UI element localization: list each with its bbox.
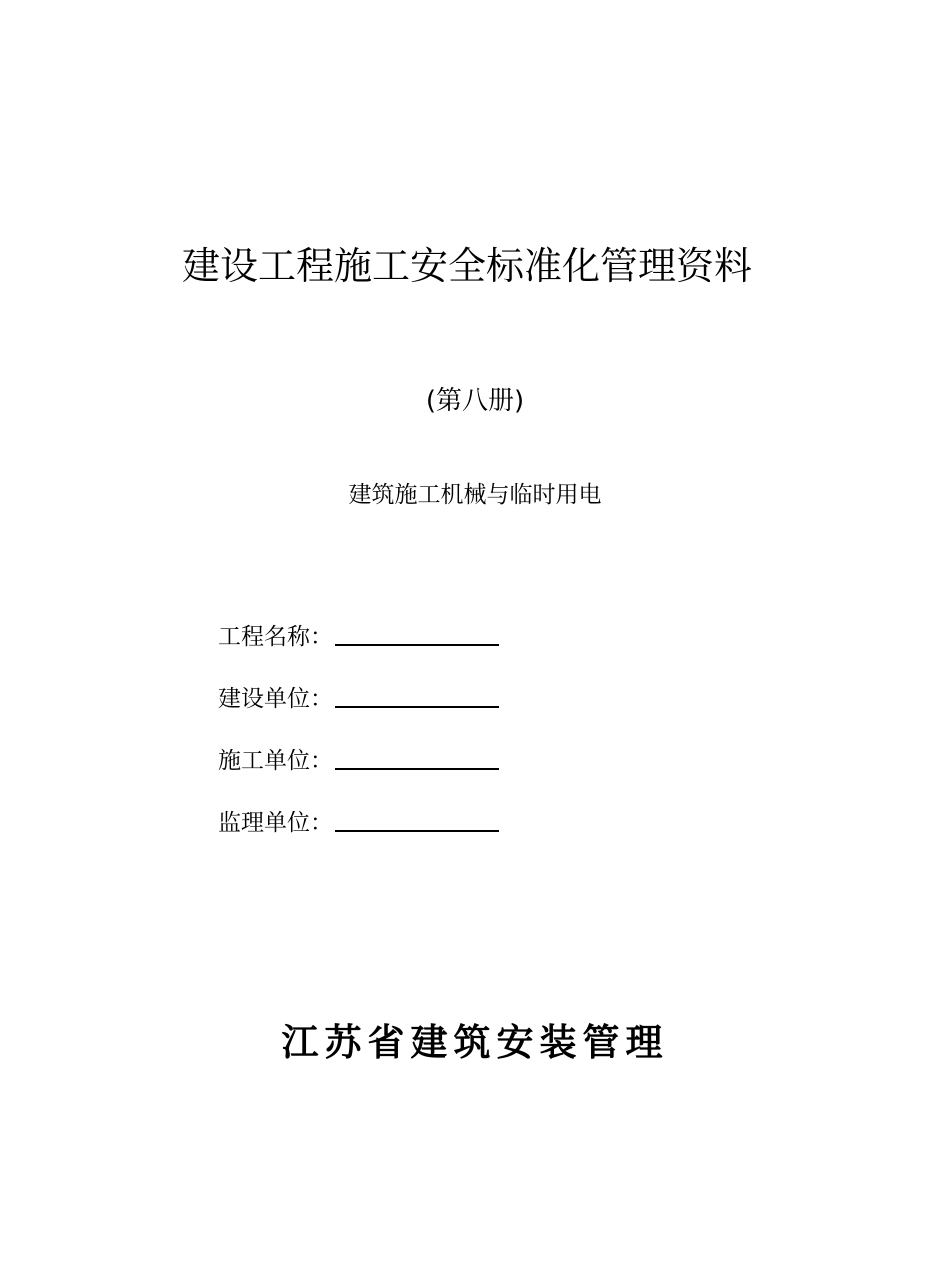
blank-line: [335, 644, 499, 646]
supervisor-field: [218, 800, 578, 840]
contractor-field: [218, 738, 578, 778]
blank-line: [335, 768, 499, 770]
field-label: 施工单位：: [218, 748, 333, 774]
field-label: 监理单位：: [218, 810, 333, 836]
info-fields: [218, 614, 578, 862]
blank-line: [335, 706, 499, 708]
subtitle: 建筑施工机械与临时用电: [348, 482, 602, 508]
page-title: 建设工程施工安全标准化管理资料: [181, 244, 752, 288]
field-label: 建设单位：: [218, 686, 333, 712]
volume-label: (第八册): [425, 386, 525, 416]
publisher: 江苏省建筑安装管理: [281, 1021, 669, 1064]
project-name-field: [218, 614, 578, 654]
blank-line: [335, 830, 499, 832]
developer-field: [218, 676, 578, 716]
field-label: 工程名称：: [218, 624, 333, 650]
